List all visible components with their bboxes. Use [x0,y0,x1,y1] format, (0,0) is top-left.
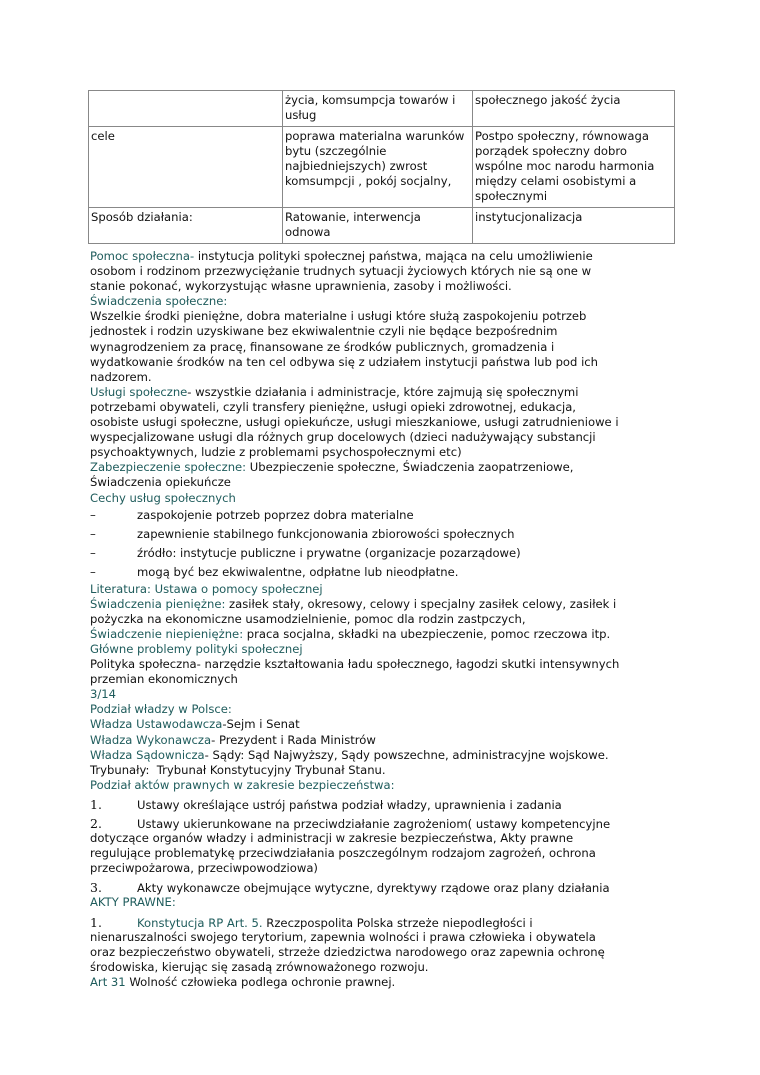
section-heading: Władza Ustawodawcza [90,717,223,732]
table-cell [89,91,283,127]
body-text: pożyczka na ekonomiczne usamodzielnienie, pomoc dla rodzin zastpczych, [90,611,526,626]
text-line [90,657,680,672]
section-heading: Cechy usług społecznych [90,490,236,505]
body-text: oraz bezpieczeństwo obywateli, strzeże dziedzictwa narodowego oraz zapewnia ochronę [90,944,605,959]
body-text: dotyczące organów władzy i administracji w zakresie bezpieczeństwa, Akty prawne [90,831,574,846]
body-text: osobom i rodzinom przezwyciężanie trudnych sytuacji życiowych których nie są one w [90,264,592,279]
section-heading: Konstytucja RP Art. 5. [137,915,263,930]
text-line [90,895,680,910]
text-line [90,733,680,748]
text-line [90,846,680,861]
table-cell: Ratowanie, interwencja odnowa [283,208,473,244]
text-line [90,294,680,309]
text-line [90,597,680,612]
body-text: nienaruszalności swojego terytorium, zapewnia wolności i prawa człowieka i obywatela [90,929,596,944]
text-line [90,264,680,279]
table-cell: życia, komsumpcja towarów i usług [283,91,473,127]
table-cell: cele [89,127,283,208]
section-heading: Pomoc społeczna- [90,249,195,263]
text-line [90,748,680,763]
body-text: Świadczenia opiekuńcze [90,475,231,490]
text-line [90,642,680,657]
bullet-item [90,525,680,544]
body-text: instytucja polityki społecznej państwa, mająca na celu umożliwienie [194,249,593,263]
text-line [90,612,680,627]
body-text: środowiska, kierując się zasadą zrównoważonego rozwoju. [90,959,429,974]
body-text: przeciwpożarowa, przeciwpowodziowa) [90,861,318,876]
text-line [90,249,680,264]
list-number: 3. [90,880,102,896]
document-body [90,249,680,990]
body-text: wynagrodzeniem za pracę, finansowane ze środków publicznych, gromadzenia i [90,339,555,354]
body-text: zaspokojenie potrzeb poprzez dobra materialne [137,507,414,522]
section-heading: Władza Sądownicza [90,747,205,762]
text-line [90,975,680,990]
text-line [90,763,680,778]
text-line [90,627,680,642]
section-heading: Podział władzy w Polsce: [90,702,232,717]
section-heading: 3/14 [90,687,117,702]
body-text: jednostek i rodzin uzyskiwane bez ekwiwalentnie czyli nie będące bezpośrednim [90,324,558,339]
text-line [90,279,680,294]
body-text: psychoaktywnych, ludzie z problemami psychospołecznymi etc) [90,445,462,460]
table-cell: Postpo społeczny, równowaga porządek społeczny dobro wspólne moc narodu harmonia między celami osobistymi a społecznymi [473,127,675,208]
table-row [89,208,675,244]
body-text: potrzebami obywateli, czyli transfery pieniężne, usługi opieki zdrowotnej, edukacja, [90,399,576,414]
numbered-item [90,880,680,895]
numbered-item [90,915,680,930]
body-text: - wszystkie działania i administracje, które zajmują się społecznymi [187,384,579,399]
list-number: 2. [90,816,102,831]
numbered-item [90,797,680,812]
bullet-item [90,506,680,525]
list-number: 1. [90,796,102,812]
numbered-item [90,816,680,831]
section-heading: Świadczenie niepieniężne: [90,626,244,641]
bullet-item [90,544,680,563]
text-line [90,687,680,702]
table-cell: społecznego jakość życia [473,91,675,127]
section-heading: AKTY PRAWNE: [90,895,176,910]
section-heading: Literatura: Ustawa o pomocy społecznej [90,581,323,596]
text-line [90,460,680,475]
body-text: zasiłek stały, okresowy, celowy i specjalny zasiłek celowy, zasiłek i [225,596,617,611]
comparison-table [88,90,675,244]
bullet-dash: – [90,526,96,541]
body-text: stanie pokonać, wykorzystując własne uprawnienia, zasoby i możliwości. [90,279,512,294]
body-text: Wszelkie środki pieniężne, dobra materialne i usługi które służą zaspokojeniu potrzeb [90,309,587,324]
bullet-dash: – [90,545,96,560]
body-text: mogą być bez ekwiwalentne, odpłatne lub nieodpłatne. [137,564,459,579]
bullet-dash: – [90,507,96,522]
text-line [90,960,680,975]
body-text: Rzeczpospolita Polska strzeże niepodległości i [262,915,533,930]
bullet-dash: – [90,564,96,579]
table-cell: poprawa materialna warunków bytu (szczególnie najbiedniejszych) zwrost komsumpcji , pokój socjalny, [283,127,473,208]
body-text: Ustawy określające ustrój państwa podział władzy, uprawnienia i zadania [137,797,562,812]
text-line [90,340,680,355]
body-text: regulujące problematykę przeciwdziałania poszczególnym rodzajom zagrożeń, ochrona [90,846,596,861]
body-text: nadzorem. [90,369,152,384]
list-number: 1. [90,914,102,930]
section-heading: Władza Wykonawcza [90,732,212,747]
body-text: - Prezydent i Rada Ministrów [211,732,376,747]
body-text: źródło: instytucje publiczne i prywatne (organizacje pozarządowe) [137,545,521,560]
section-heading: Usługi społeczne [90,384,188,399]
section-heading: Zabezpieczenie społeczne: [90,460,247,475]
body-text: Ubezpieczenie społeczne, Świadczenia zaopatrzeniowe, [246,460,574,475]
table-row [89,91,675,127]
text-line [90,400,680,415]
text-line [90,324,680,339]
text-line [90,370,680,385]
table-row [89,127,675,208]
body-text: -Sejm i Senat [222,717,300,732]
text-line [90,831,680,846]
text-line [90,702,680,717]
body-text: Wolność człowieka podlega ochronie prawnej. [125,974,396,989]
table-cell: Sposób działania: [89,208,283,244]
text-line [90,415,680,430]
section-heading: Podział aktów prawnych w zakresie bezpieczeństwa: [90,777,395,792]
text-line [90,582,680,597]
body-text: osobiste usługi społeczne, usługi opiekuńcze, usługi mieszkaniowe, usługi zatrudnieniowe i [90,415,619,430]
section-heading: Art 31 [90,974,126,989]
table-cell: instytucjonalizacja [473,208,675,244]
text-line [90,475,680,490]
text-line [90,385,680,400]
body-text: Akty wykonawcze obejmujące wytyczne, dyrektywy rządowe oraz plany działania [137,881,610,896]
body-text: przemian ekonomicznych [90,672,238,687]
body-text: Trybunały: Trybunał Konstytucyjny Trybunał Stanu. [90,762,386,777]
body-text: wyspecjalizowane usługi dla różnych grup docelowych (dzieci nadużywający substancji [90,430,596,445]
body-text: zapewnienie stabilnego funkcjonowania zbiorowości społecznych [137,526,515,541]
text-line [90,672,680,687]
text-line [90,309,680,324]
body-text: - Sądy: Sąd Najwyższy, Sądy powszechne, administracyjne wojskowe. [204,747,609,762]
body-text: Ustawy ukierunkowane na przeciwdziałanie zagrożeniom( ustawy kompetencyjne [137,817,611,831]
text-line [90,717,680,732]
text-line [90,355,680,370]
text-line [90,430,680,445]
text-line [90,861,680,876]
text-line [90,945,680,960]
bullet-item [90,563,680,582]
text-line [90,491,680,506]
section-heading: Świadczenia społeczne: [90,294,228,309]
body-text: wydatkowanie środków na ten cel odbywa się z udziałem instytucji państwa lub pod ich [90,354,599,369]
section-heading: Świadczenia pieniężne: [90,596,226,611]
text-line [90,445,680,460]
section-heading: Główne problemy polityki społecznej [90,641,303,656]
text-line [90,778,680,793]
body-text: praca socjalna, składki na ubezpieczenie, pomoc rzeczowa itp. [243,626,611,641]
body-text: Polityka społeczna- narzędzie kształtowania ładu społecznego, łagodzi skutki intensywnych [90,657,620,672]
text-line [90,930,680,945]
